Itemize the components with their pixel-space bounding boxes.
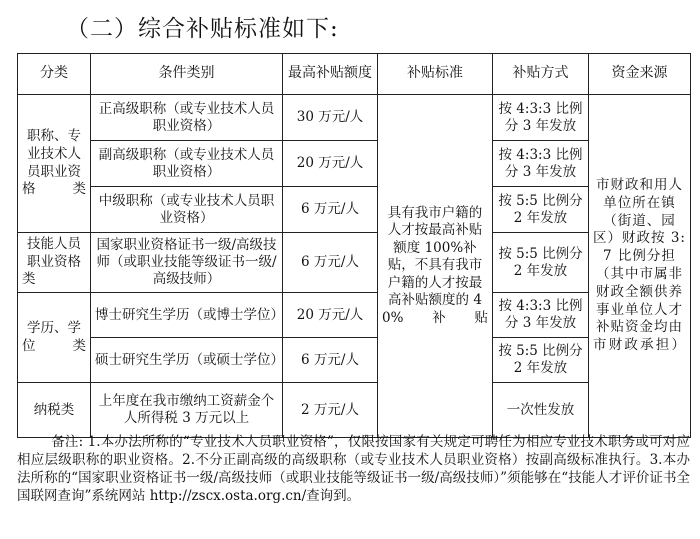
header-category: 分类 <box>18 54 91 95</box>
amount-cell: 6 万元/人 <box>283 338 378 383</box>
amount-cell: 2 万元/人 <box>283 383 378 438</box>
amount-cell: 30 万元/人 <box>283 95 378 141</box>
header-fund-source: 资金来源 <box>589 54 691 95</box>
header-standard: 补贴标准 <box>378 54 493 95</box>
fund-source-cell: 市财政和用人单位所在镇（街道、园区）财政按 3:7 比例分担（其中市属非财政全额供养事业单位人才补贴资金均由市财政承担） <box>589 95 691 438</box>
method-cell: 按 5:5 比例分 2 年发放 <box>493 233 589 293</box>
category-cell: 职称、专业技术人员职业资格类 <box>18 95 91 233</box>
header-condition: 条件类别 <box>91 54 283 95</box>
category-cell: 技能人员职业资格类 <box>18 233 91 293</box>
condition-cell: 硕士研究生学历（或硕士学位） <box>91 338 283 383</box>
amount-cell: 6 万元/人 <box>283 187 378 233</box>
condition-cell: 正高级职称（或专业技术人员职业资格） <box>91 95 283 141</box>
notes-paragraph <box>17 433 690 505</box>
table-header-row <box>18 54 691 95</box>
condition-cell: 副高级职称（或专业技术人员职业资格） <box>91 141 283 187</box>
condition-cell: 上年度在我市缴纳工资薪金个人所得税 3 万元以上 <box>91 383 283 438</box>
table-row <box>18 95 691 141</box>
method-cell: 按 4:3:3 比例分 3 年发放 <box>493 293 589 338</box>
condition-cell: 博士研究生学历（或博士学位） <box>91 293 283 338</box>
page-title: （二）综合补贴标准如下: <box>66 16 339 42</box>
standard-cell: 具有我市户籍的人才按最高补贴额度 100%补贴，不具有我市户籍的人才按最高补贴额度的 40%补贴 <box>378 95 493 438</box>
amount-cell: 6 万元/人 <box>283 233 378 293</box>
method-cell: 按 5:5 比例分 2 年发放 <box>493 338 589 383</box>
condition-cell: 中级职称（或专业技术人员职业资格） <box>91 187 283 233</box>
category-cell: 学历、学位类 <box>18 293 91 383</box>
header-amount: 最高补贴额度 <box>283 54 378 95</box>
header-method: 补贴方式 <box>493 54 589 95</box>
method-cell: 按 5:5 比例分 2 年发放 <box>493 187 589 233</box>
amount-cell: 20 万元/人 <box>283 141 378 187</box>
subsidy-table <box>17 53 691 438</box>
method-cell: 按 4:3:3 比例分 3 年发放 <box>493 95 589 141</box>
category-cell: 纳税类 <box>18 383 91 438</box>
condition-cell: 国家职业资格证书一级/高级技师（或职业技能等级证书一级/高级技师） <box>91 233 283 293</box>
method-cell: 一次性发放 <box>493 383 589 438</box>
notes-text: 备注: 1.本办法所称的“专业技术人员职业资格”，仅限按国家有关规定可聘任为相应专业技术职务或可对应相应层级职称的职业资格。2.不分正副高级的高级职称（或专业技术人员职业资格）按副高级标准执行。3.本办法所称的“国家职业资格证书一级/高级技师（或职业技能等级证书一级/高级技师）”须能够在“技能人才评价证书全国联网查询”系统网站 http://zscx.osta.org.cn/查询到。 <box>17 434 690 504</box>
amount-cell: 20 万元/人 <box>283 293 378 338</box>
method-cell: 按 4:3:3 比例分 3 年发放 <box>493 141 589 187</box>
